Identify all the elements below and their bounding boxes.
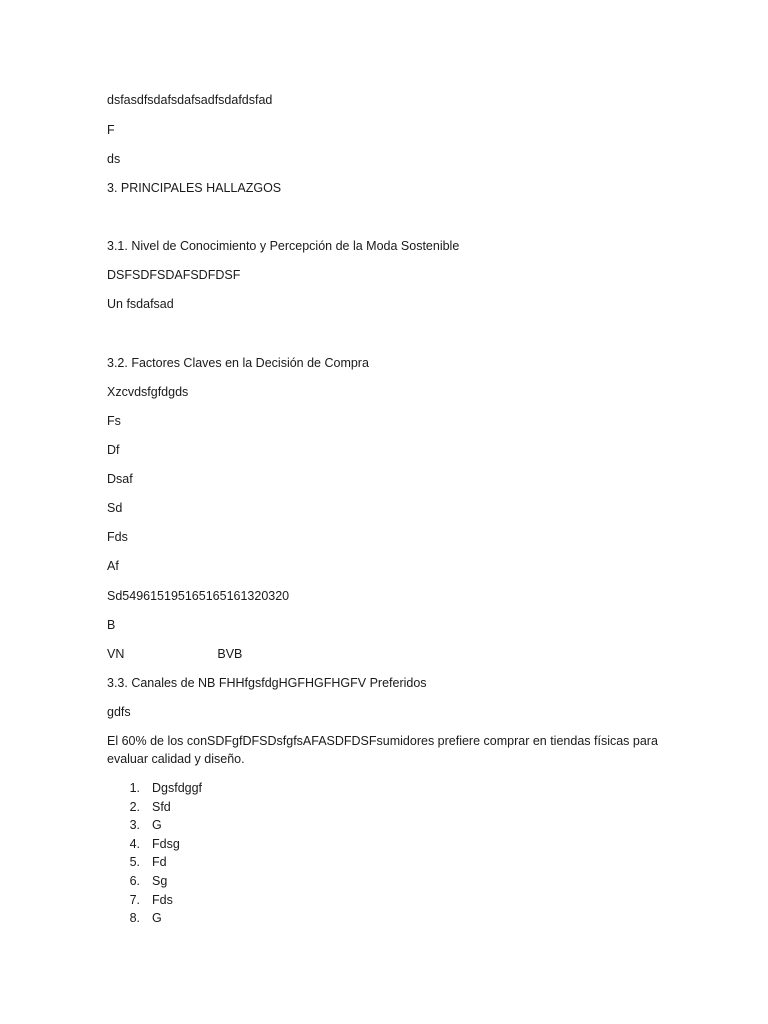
text-line: Un fsdafsad (107, 297, 174, 311)
text-line: gdfs (107, 705, 131, 719)
text-line: DSFSDFSDAFSDFDSF (107, 268, 241, 282)
list-number: 3. (129, 818, 140, 833)
paragraph: El 60% de los conSDFgfDFSDsfgfsAFASDFDSFsumidores prefiere comprar en tiendas físicas para evaluar calidad y diseño. (107, 734, 658, 766)
list-item-text: G (152, 818, 162, 833)
list-item-text: Sg (152, 873, 168, 888)
text-line: Fds (107, 530, 128, 544)
list-item (107, 891, 202, 910)
text-line: Df (107, 443, 120, 457)
text-segment: VN (107, 647, 125, 661)
list-item (107, 853, 202, 872)
text-segment: BVB (217, 647, 243, 661)
list-number: 7. (129, 892, 140, 907)
list-item-text: Fds (152, 892, 173, 907)
list-item (107, 909, 202, 928)
numbered-list (107, 779, 202, 928)
subsection-heading: 3.3. Canales de NB FHHfgsfdgHGFHGFHGFV Preferidos (107, 676, 427, 690)
text-line: Xzcvdsfgfdgds (107, 385, 189, 399)
list-number: 1. (129, 781, 140, 795)
list-item (107, 816, 202, 835)
text-line: ds (107, 152, 121, 166)
list-item-text: Sfd (152, 799, 171, 814)
list-item-text: G (152, 911, 162, 926)
subsection-heading: 3.1. Nivel de Conocimiento y Percepción de la Moda Sostenible (107, 239, 460, 253)
list-item (107, 835, 202, 854)
text-line: Af (107, 559, 119, 573)
text-line: B (107, 618, 116, 632)
text-line: Sd549615195165165161320320 (107, 589, 290, 603)
list-number: 5. (129, 855, 140, 870)
text-line: dsfasdfsdafsdafsadfsdafdsfad (107, 93, 273, 107)
text-line (107, 646, 242, 662)
list-item (107, 798, 202, 817)
list-item-text: Dgsfdggf (152, 781, 203, 795)
list-item-text: Fdsg (152, 836, 180, 851)
text-line: F (107, 123, 115, 137)
text-line: Sd (107, 501, 123, 515)
list-number: 6. (129, 873, 140, 888)
text-line: Fs (107, 414, 121, 428)
text-line: Dsaf (107, 472, 133, 486)
list-number: 4. (129, 836, 140, 851)
section-heading: 3. PRINCIPALES HALLAZGOS (107, 181, 282, 195)
list-number: 8. (129, 911, 140, 926)
list-item (107, 872, 202, 891)
list-item (107, 779, 202, 798)
list-number: 2. (129, 799, 140, 814)
subsection-heading: 3.2. Factores Claves en la Decisión de Compra (107, 356, 369, 370)
list-item-text: Fd (152, 855, 167, 870)
